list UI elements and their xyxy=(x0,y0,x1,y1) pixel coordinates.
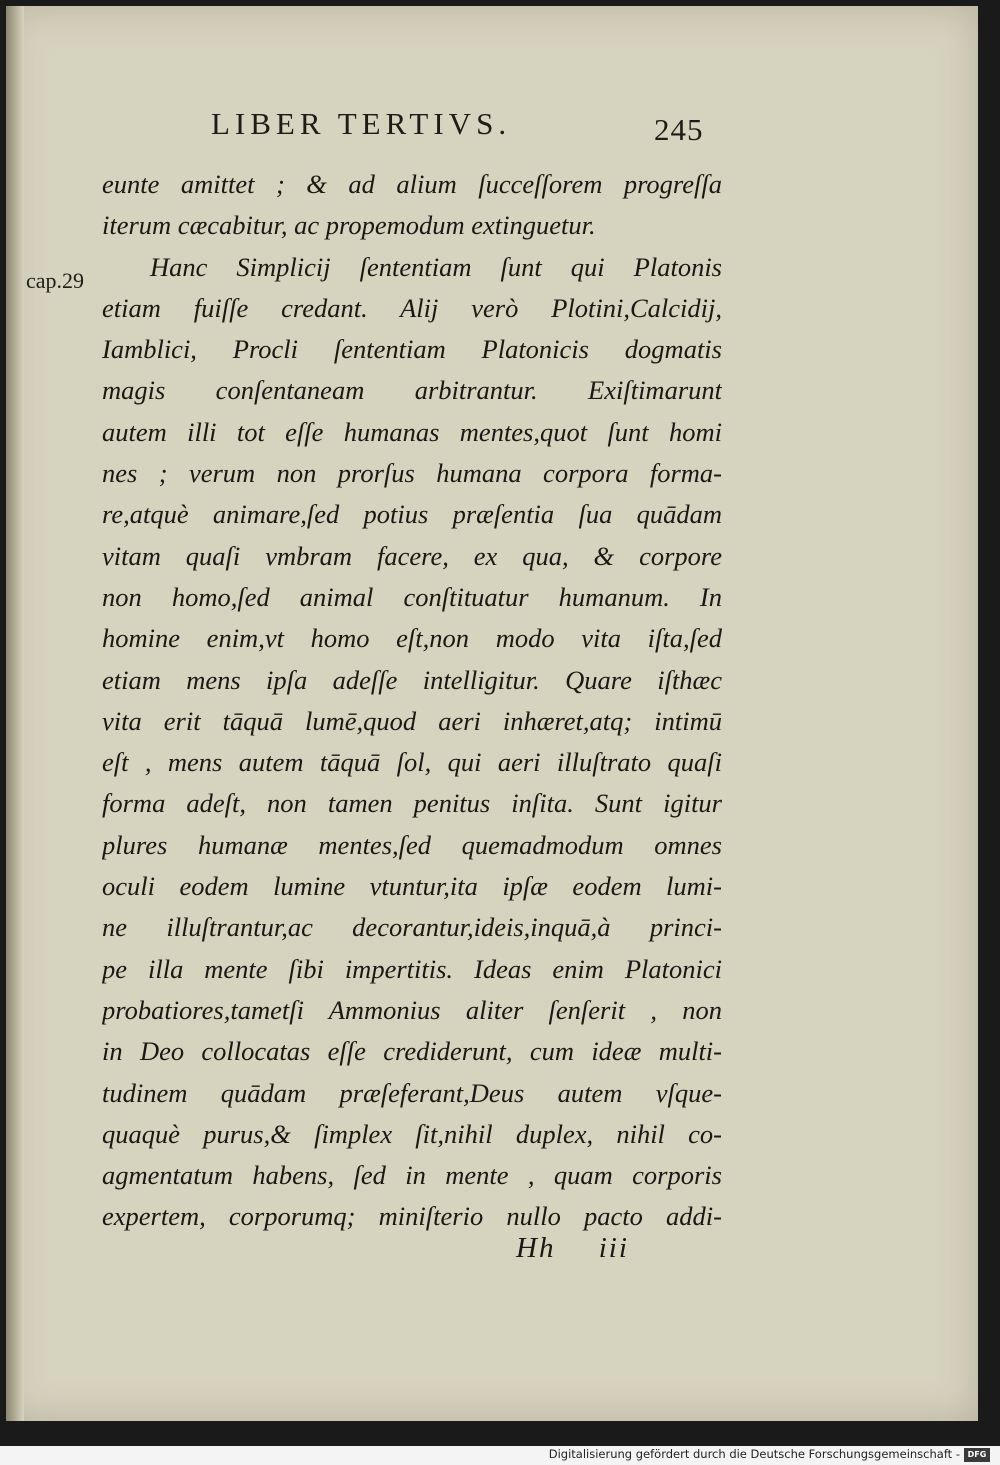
text-line: iterum cæcabitur, ac propemodum extinguetur. xyxy=(102,210,596,241)
text-line: pe illa mente ſibi impertitis. Ideas enim Platonici xyxy=(102,953,722,984)
text-line: probatiores,tametſi Ammonius aliter ſenſerit , non xyxy=(102,994,722,1025)
text-line: tudinem quādam præſeferant,Deus autem vſque- xyxy=(102,1077,722,1108)
text-line: eunte amittet ; & ad alium ſucceſſorem progreſſa xyxy=(102,169,722,199)
text-line: Hanc Simplicij ſententiam ſunt qui Platonis xyxy=(150,251,722,282)
text-line: etiam mens ipſa adeſſe intelligitur. Quare iſthæc xyxy=(102,664,722,695)
text-line: vita erit tāquā lumē,quod aeri inhæret,atq; intimū xyxy=(102,705,722,736)
text-line: nes ; verum non prorſus humana corpora forma- xyxy=(102,458,722,489)
text-line: Iamblici, Procli ſententiam Platonicis dogmatis xyxy=(102,334,722,365)
signature-mark xyxy=(516,1232,629,1265)
page-gutter-shadow xyxy=(6,6,24,1421)
page-number: 245 xyxy=(654,112,704,147)
body-text xyxy=(102,164,722,1238)
text-line: forma adeſt, non tamen penitus inſita. Sunt igitur xyxy=(102,788,722,819)
running-header: LIBER TERTIVS. xyxy=(211,106,512,141)
text-line: etiam fuiſſe credant. Alij verò Plotini,Calcidij, xyxy=(102,292,722,323)
signature-letters: Hh xyxy=(516,1232,556,1264)
text-line: magis conſentaneam arbitrantur. Exiſtimarunt xyxy=(102,375,722,406)
text-line: non homo,ſed animal conſtituatur humanum. In xyxy=(102,581,722,612)
text-line: oculi eodem lumine vtuntur,ita ipſæ eodem lumi- xyxy=(102,871,722,902)
dfg-logo-icon: DFG xyxy=(964,1448,990,1462)
margin-note: cap.29 xyxy=(26,268,85,293)
text-line: plures humanæ mentes,ſed quemadmodum omnes xyxy=(102,829,722,860)
text-line: eſt , mens autem tāquā ſol, qui aeri illuſtrato quaſi xyxy=(102,747,722,778)
signature-number: iii xyxy=(598,1232,629,1264)
text-line: ne illuſtrantur,ac decorantur,ideis,inquā,à princi- xyxy=(102,912,722,943)
text-line: autem illi tot eſſe humanas mentes,quot ſunt homi xyxy=(102,416,722,447)
text-line: in Deo collocatas eſſe crediderunt, cum ideæ multi- xyxy=(102,1036,722,1067)
text-line: re,atquè animare,ſed potius præſentia ſua quādam xyxy=(102,499,722,530)
book-page xyxy=(6,6,978,1421)
text-line: quaquè purus,& ſimplex ſit,nihil duplex, nihil co- xyxy=(102,1118,722,1149)
footer-credit: Digitalisierung gefördert durch die Deutsche Forschungsgemeinschaft - xyxy=(548,1447,960,1461)
text-line: expertem, corporumq; miniſterio nullo pacto addi- xyxy=(102,1201,722,1232)
text-line: agmentatum habens, ſed in mente , quam corporis xyxy=(102,1160,722,1191)
text-line: vitam quaſi vmbram facere, ex qua, & corpore xyxy=(102,540,722,571)
text-line: homine enim,vt homo eſt,non modo vita iſta,ſed xyxy=(102,623,722,654)
